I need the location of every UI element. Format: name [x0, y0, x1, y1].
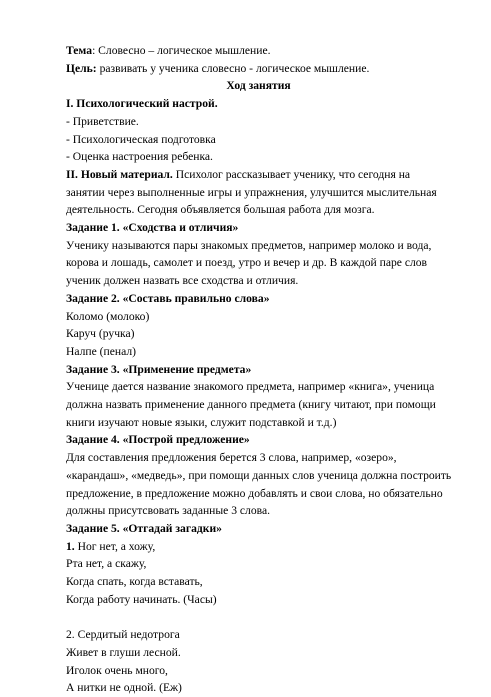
- task2-word: Каруч (ручка): [66, 327, 135, 341]
- section1-item: - Психологическая подготовка: [66, 132, 216, 146]
- section2-text: занятии через выполненные игры и упражнения, улучшится мыслительная: [66, 185, 437, 199]
- riddle1-line: Рта нет, а скажу,: [66, 557, 147, 571]
- task2-heading: Задание 2. «Составь правильно слова»: [66, 291, 270, 305]
- section2-heading: . Новый материал.: [75, 167, 173, 181]
- section2-first-line: [66, 166, 451, 184]
- riddle1-line: Когда спать, когда вставать,: [66, 575, 203, 589]
- topic-text: : Словесно – логическое мышление.: [92, 44, 271, 57]
- topic-line: [66, 42, 451, 60]
- spacer: [66, 609, 451, 627]
- task4-text: «карандаш», «медведь», при помощи данных слов ученица должна построить: [66, 468, 452, 482]
- task2-word: Налпе (пенал): [66, 344, 136, 358]
- goal-label: Цель:: [66, 61, 97, 75]
- task3-text: должна назвать применение данного предмета (книгу читают, при помощи: [66, 398, 436, 412]
- task4-text: Для составления предложения берется 3 слова, например, «озеро»,: [66, 451, 397, 465]
- goal-text: развивать у ученика словесно - логическое мышление.: [96, 61, 370, 75]
- riddle2-line: А нитки не одной. (Еж): [66, 681, 182, 695]
- task2-word: Коломо (молоко): [66, 309, 150, 323]
- task3-heading: Задание 3. «Применение предмета»: [66, 362, 252, 376]
- course-title: Ход занятия: [226, 79, 291, 93]
- riddle2-line: 2. Сердитый недотрога: [66, 628, 180, 642]
- task1-heading: Задание 1. «Сходства и отличия»: [66, 221, 239, 235]
- riddle1-text: Ног нет, а хожу,: [74, 539, 156, 553]
- riddle1-first-line: [66, 538, 451, 556]
- task1-text: корова и лошадь, самолет и поезд, утро и вечер и др. В каждой паре слов: [66, 256, 428, 270]
- task4-text: должны присутсвовать заданные 3 слова.: [66, 504, 270, 518]
- riddle1-line: Когда работу начинать. (Часы): [66, 592, 217, 606]
- task1-text: ученик должен назвать все сходства и отличия.: [66, 274, 299, 288]
- topic-label: Тема: [66, 44, 93, 57]
- section1-item: - Оценка настроения ребенка.: [66, 150, 213, 164]
- task4-heading: Задание 4. «Построй предложение»: [66, 433, 250, 447]
- riddle1-number: 1.: [66, 539, 75, 553]
- task3-text: книги изучают новые языки, служит подставкой и т.д.): [66, 415, 337, 429]
- section2-text: деятельность. Сегодня объявляется большая работа для мозга.: [66, 203, 375, 217]
- section1-item: - Приветствие.: [66, 114, 139, 128]
- task1-text: Ученику называются пары знакомых предметов, например молоко и вода,: [66, 238, 432, 252]
- riddle2-line: Живет в глуши лесной.: [66, 645, 181, 659]
- section2-label: II: [66, 167, 76, 181]
- task5-heading: Задание 5. «Отгадай загадки»: [66, 521, 222, 535]
- section1-heading: I. Психологический настрой.: [66, 97, 218, 111]
- task3-text: Ученице дается название знакомого предмета, например «книга», ученица: [66, 380, 435, 394]
- riddle2-line: Иголок очень много,: [66, 663, 168, 677]
- goal-line: [66, 60, 451, 78]
- task4-text: предложение, в предложение можно добавлять и свои слова, но обязательно: [66, 486, 443, 500]
- section2-text: Психолог рассказывает ученику, что сегодня на: [172, 167, 411, 181]
